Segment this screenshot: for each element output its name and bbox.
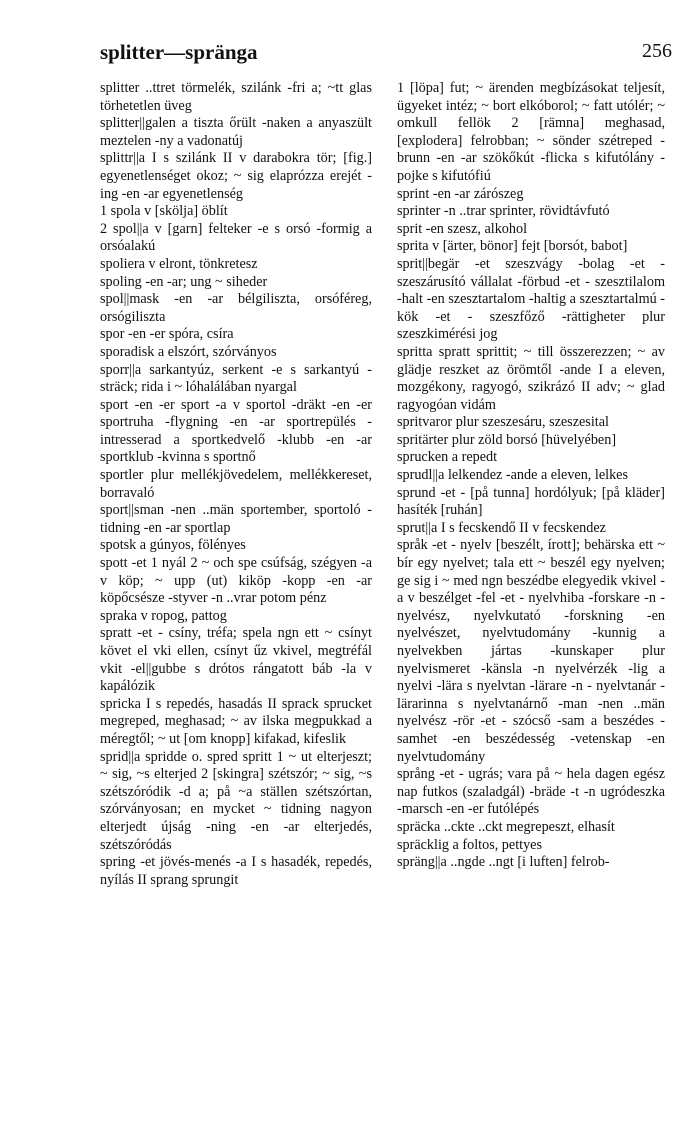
dictionary-entry: sprund -et - [på tunna] hordólyuk; [på kläder] hasíték [ruhán]: [397, 484, 665, 519]
dictionary-entry: sprit||begär -et szeszvágy -bolag -et - szeszárusító vállalat -förbud -et - szesztilalom -halt -en szesztartalom -haltig a szesztartalmú -kök -et - szeszfőző -rättigheter plur szeszkimérési jog: [397, 255, 665, 343]
dictionary-entry: sportler plur mellékjövedelem, mellékkereset, borravaló: [100, 467, 372, 501]
dictionary-entry: spritärter plur zöld borsó [hüvelyében]: [397, 431, 617, 448]
dictionary-entry: sprucken a repedt: [397, 449, 498, 466]
dictionary-entry: sprint -en -ar zárószeg: [397, 185, 524, 202]
dictionary-entry: spritta spratt sprittit; ~ till összerezzen; ~ av glädje reszket az örömtől -ande I a eleven, mozgékony, ragyogó, szikrázó II adv; ~ glad ragyogóan vidám: [397, 343, 665, 413]
dictionary-entry: spraka v ropog, pattog: [100, 607, 227, 624]
dictionary-entry: sprit -en szesz, alkohol: [397, 220, 528, 237]
dictionary-entry: spol||mask -en -ar bélgiliszta, orsóféreg, orsógiliszta: [100, 291, 372, 325]
dictionary-entry: spräng||a ..ngde ..ngt [i luften] felrob-: [397, 854, 610, 871]
dictionary-entry: spring -et jövés-menés -a I s hasadék, repedés, nyílás II sprang sprungit: [100, 854, 372, 888]
dictionary-entry: sporadisk a elszórt, szórványos: [100, 343, 277, 360]
dictionary-entry: sport||sman -nen ..män sportember, sportoló -tidning -en -ar sportlap: [100, 502, 372, 536]
dictionary-entry: sprita v [ärter, bönor] fejt [borsót, babot]: [397, 238, 628, 255]
dictionary-entry: sporr||a sarkantyúz, serkent -e s sarkantyú -sträck; rida i ~ lóhalálában nyargal: [100, 361, 372, 396]
dictionary-entry: språng -et - ugrás; vara på ~ hela dagen egész nap futkos (szaladgál) -bräde -t -n ugródeszka -marsch -en -er futólépés: [397, 766, 665, 818]
page-header: [100, 40, 672, 74]
dictionary-entry: sport -en -er sport -a v sportol -dräkt -en -er sportruha -flygning -en -ar sportrepülés -intresserad a sportkedvelő -klubb -en -ar sportklub -kvinna s sportnő: [100, 396, 372, 466]
dictionary-entry: sprid||a spridde o. spred spritt 1 ~ ut elterjeszt; ~ sig, ~s elterjed 2 [skingra] szétszór; ~ sig, ~s szétszóródik -d a; på ~a ställen szétszórtan, szórványosan; en mycket ~ tidning nagyon elterjedt újság -ning -en -ar elterjedés, szétszóródás: [100, 748, 372, 853]
dictionary-entry: sprut||a I s fecskendő II v fecskendez: [397, 519, 606, 536]
dictionary-entry: spor -en -er spóra, csíra: [100, 326, 234, 343]
dictionary-entry: 1 [löpa] fut; ~ ärenden megbízásokat teljesít, ügyeket intéz; ~ bort elkóborol; ~ fatt utólér; ~ omkull fellök 2 [rämna] meghasad, [exploderа] felrobban; ~ sönder szétreped -brunn -en -ar szökőkút -flicka s kifutólány -pojke s kifutófiú: [397, 80, 665, 184]
dictionary-entry: splittr||a I s szilánk II v darabokra tör; [fig.] egyenetlenséget okoz; ~ sig elaprózza erejét -ing -en -ar egyenetlenség: [100, 150, 372, 202]
dictionary-entry: sprinter -n ..trar sprinter, rövidtávfutó: [397, 203, 610, 220]
dictionary-entry: sprudl||a lelkendez -ande a eleven, lelkes: [397, 467, 628, 484]
left-column: [100, 80, 372, 889]
dictionary-entry: spoling -en -ar; ung ~ siheder: [100, 273, 268, 290]
dictionary-entry: splitter||galen a tiszta őrült -naken a anyaszült meztelen -ny a vadonatúj: [100, 115, 372, 149]
right-column: [397, 80, 665, 872]
dictionary-entry: spott -et 1 nyál 2 ~ och spe csúfság, szégyen -a v köp; ~ upp (ut) kiköp -kopp -en -ar köpőcsésze -styver -n ..vrar potom pénz: [100, 555, 372, 607]
dictionary-entry: 2 spol||a v [garn] felteker -e s orsó -formig a orsóalakú: [100, 220, 372, 255]
dictionary-entry: 1 spola v [skölja] öblít: [100, 203, 228, 220]
dictionary-entry: spräcklig a foltos, pettyes: [397, 836, 542, 853]
dictionary-entry: spricka I s repedés, hasadás II sprack sprucket megreped, meghasad; ~ av ilska megpukkad a méregtől; ~ ut [om knopp] kifakad, kifeslik: [100, 695, 372, 747]
dictionary-entry: spräcka ..ckte ..ckt megrepeszt, elhasít: [397, 818, 615, 835]
dictionary-entry: spoliera v elront, tönkretesz: [100, 255, 258, 272]
dictionary-entry: splitter ..ttret törmelék, szilánk -fri a; ~tt glas törhetetlen üveg: [100, 80, 372, 114]
dictionary-entry: spotsk a gúnyos, fölényes: [100, 537, 246, 554]
dictionary-entry: språk -et - nyelv [beszélt, írott]; behärska ett ~ bír egy nyelvet; tala ett ~ beszél egy nyelven; ge sig i ~ med ngn beszédbe elegyedik vkivel -a v beszélget -fel -et - nyelvhiba -forskare -n - nyelvész, nyelvkutató -forskning -en nyelvészet, nyelvtudomány -kunnig a nyelvekben jártas -kunskaper plur nyelvismeret -känsla -n nyelvérzék -lig a nyelvi -lära s nyelvtan -lärare -n - nyelvtanár -lärarinna s nyelvtanárnő -man -nen ..män nyelvész -rör -et - szócső -sam a beszédes -samhet -en beszédesség -vetenskap -en nyelvtudomány: [397, 537, 665, 765]
page-number: 256: [642, 40, 672, 62]
dictionary-entry: spritvaror plur szeszesáru, szeszesital: [397, 414, 609, 431]
dictionary-entry: spratt -et - csíny, tréfa; spela ngn ett ~ csínyt követ el vki ellen, csínyt űz vkivel, megtréfál vkit -el||gubbe s drótos rángatott báb -la v kapálózik: [100, 625, 372, 695]
running-title: splitter—spränga: [100, 40, 258, 64]
